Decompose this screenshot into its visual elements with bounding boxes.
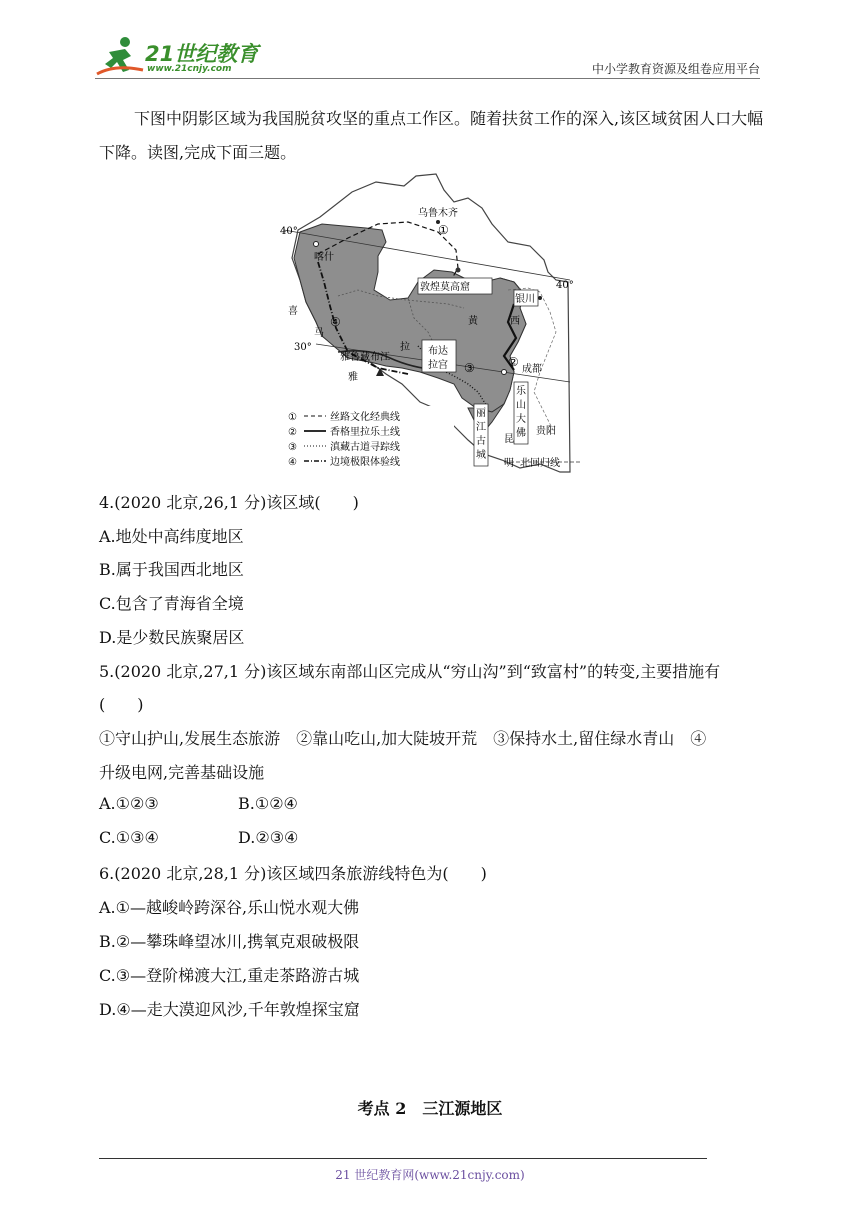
q4-stem: 4.(2020 北京,26,1 分)该区域( ) [99, 493, 359, 512]
label-dunhuang: 敦煌莫高窟 [420, 282, 470, 293]
label-chengdu: 成都 [522, 364, 542, 375]
platform-name: 中小学教育资源及组卷应用平台 [591, 62, 760, 76]
label-potala-2: 拉宫 [428, 360, 448, 371]
legend-num-4: ④ [288, 457, 297, 468]
section-title: 考点 2 三江源地区 [357, 1099, 503, 1118]
map-legend [284, 406, 454, 472]
q5-option-d: D.②③④ [238, 828, 299, 847]
site-logo [95, 34, 265, 78]
q4-option-c: C.包含了青海省全境 [99, 594, 244, 613]
label-lijiang-1: 丽 [476, 408, 486, 419]
q5-stem: 5.(2020 北京,27,1 分)该区域东南部山区完成从“穷山沟”到“致富村”的转变,主要措施有 [99, 662, 721, 681]
q5-items-line2: 升级电网,完善基础设施 [99, 763, 265, 782]
label-ma: 马 [314, 328, 324, 339]
label-xi: 喜 [288, 306, 298, 317]
yinchuan-dot [538, 296, 542, 300]
label-urumqi: 乌鲁木齐 [418, 208, 458, 219]
label-potala-1: 布达 [428, 346, 448, 357]
q6-stem: 6.(2020 北京,28,1 分)该区域四条旅游线特色为( ) [99, 864, 487, 883]
q6-option-a: A.①—越峻岭跨深谷,乐山悦水观大佛 [99, 898, 360, 917]
logo-url: www.21cnjy.com [147, 64, 232, 74]
intro-paragraph: 下图中阴影区域为我国脱贫攻坚的重点工作区。随着扶贫工作的深入,该区域贫困人口大幅下降。读图,完成下面三题。 [99, 109, 764, 162]
label-lat40-right: 40° [556, 280, 574, 291]
label-lat40-left: 40° [280, 226, 298, 237]
footer-link[interactable]: 21 世纪教育网(www.21cnjy.com) [335, 1168, 525, 1182]
q6-option-d: D.④—走大漠迎风沙,千年敦煌探宝窟 [99, 1000, 360, 1019]
runner-logo-icon [95, 34, 147, 78]
q4-option-a: A.地处中高纬度地区 [99, 527, 244, 546]
q5-option-b: B.①②④ [238, 794, 298, 813]
label-kun: 昆 [504, 434, 514, 445]
label-leshan-3: 大 [516, 414, 526, 425]
label-leshan-2: 山 [516, 400, 526, 411]
q5-option-a: A.①②③ [99, 794, 159, 813]
label-ming: 明 [504, 458, 514, 469]
poverty-region-map [278, 172, 580, 474]
label-lijiang-4: 城 [476, 450, 486, 461]
legend-num-3: ③ [288, 442, 297, 453]
label-la: 拉 [400, 342, 410, 353]
legend-text-1: 丝路文化经典线 [330, 412, 400, 423]
kashgar-dot [314, 242, 319, 247]
q6-option-b: B.②—攀珠峰望冰川,携氧克艰破极限 [99, 932, 360, 951]
footer-divider [99, 1158, 707, 1159]
label-xi2: 西 [510, 316, 520, 327]
label-route-2: ② [508, 355, 519, 369]
label-yinchuan: 银川 [515, 294, 535, 305]
page-header [95, 30, 760, 78]
q5-stem-paren: ( ) [99, 695, 144, 714]
label-route-4: ④ [330, 315, 341, 329]
label-leshan-4: 佛 [516, 428, 526, 439]
q5-option-c: C.①③④ [99, 828, 159, 847]
label-lijiang-3: 古 [476, 436, 486, 447]
label-lat30: 30° [294, 342, 312, 353]
label-tropic: 北回归线 [520, 458, 560, 469]
q5-items-line1: ①守山护山,发展生态旅游 ②靠山吃山,加大陡坡开荒 ③保持水土,留住绿水青山 ④ [99, 729, 707, 748]
label-ya: 雅 [348, 372, 358, 383]
q4-option-d: D.是少数民族聚居区 [99, 628, 245, 647]
dunhuang-dot [456, 268, 461, 273]
label-route-3: ③ [464, 361, 475, 375]
logo-text: 21世纪教育 [145, 42, 259, 66]
legend-num-2: ② [288, 427, 297, 438]
chengdu-dot [502, 370, 507, 375]
legend-num-1: ① [288, 412, 297, 423]
label-guiyang: 贵阳 [536, 426, 556, 437]
label-yarlung: 雅鲁藏布江 [340, 352, 390, 363]
legend-text-4: 边境极限体验线 [330, 457, 400, 468]
legend-text-2: 香格里拉乐土线 [330, 427, 400, 438]
label-kashgar: 喀什 [314, 252, 334, 263]
label-huang: 黄 [468, 316, 478, 327]
label-route-1: ① [438, 223, 449, 237]
legend-text-3: 滇藏古道寻踪线 [330, 442, 400, 453]
q4-option-b: B.属于我国西北地区 [99, 560, 244, 579]
header-divider [95, 78, 760, 79]
label-lijiang-2: 江 [476, 422, 486, 433]
label-leshan-1: 乐 [516, 386, 526, 397]
q6-option-c: C.③—登阶梯渡大江,重走茶路游古城 [99, 966, 360, 985]
